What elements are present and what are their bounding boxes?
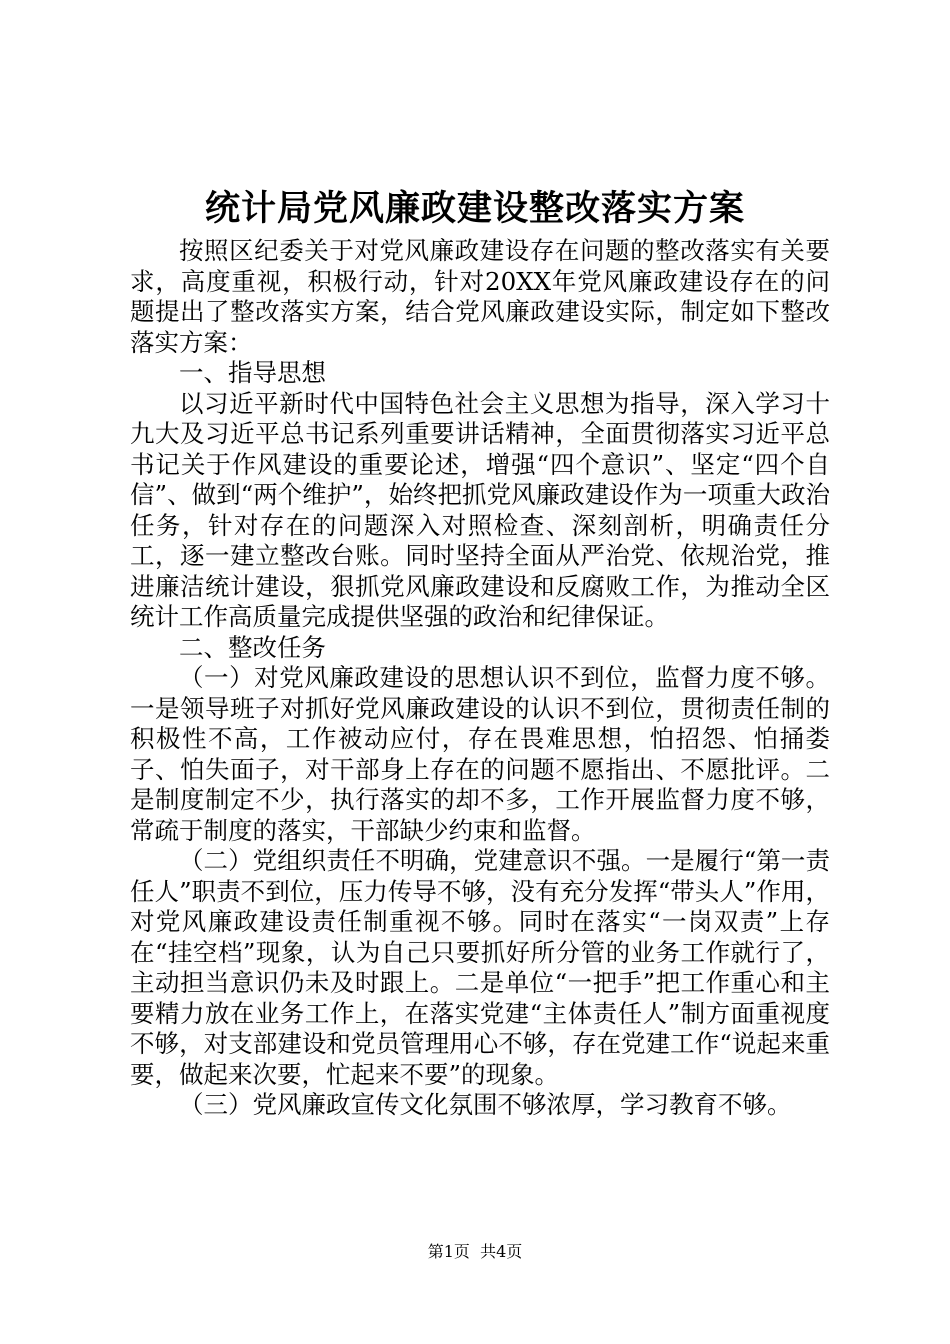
section-heading-rectification-tasks: 二、整改任务 <box>179 632 326 662</box>
page-number-label: 第1页 共4页 <box>427 1242 523 1261</box>
page-footer <box>0 1242 950 1262</box>
guiding-thought-paragraph: 以习近平新时代中国特色社会主义思想为指导，深入学习十九大及习近平总书记系列重要讲话精神，全面贯彻落实习近平总书记关于作风建设的重要论述，增强“四个意识”、坚定“四个自信”、做到“两个维护”，始终把抓党风廉政建设作为一项重大政治任务，针对存在的问题深入对照检查、深刻剖析，明确责任分工，逐一建立整改台账。同时坚持全面从严治党、依规治党，推进廉洁统计建设，狠抓党风廉政建设和反腐败工作，为推动全区统计工作高质量完成提供坚强的政治和纪律保证。 <box>130 388 830 631</box>
section-heading-guiding-thought: 一、指导思想 <box>179 358 326 387</box>
intro-paragraph: 按照区纪委关于对党风廉政建设存在问题的整改落实有关要求，高度重视，积极行动，针对20XX年党风廉政建设存在的问题提出了整改落实方案，结合党风廉政建设实际，制定如下整改落实方案： <box>130 236 830 357</box>
task-item-3-paragraph: （三）党风廉政宣传文化氛围不够浓厚，学习教育不够。 <box>179 1090 792 1119</box>
document-body <box>130 236 830 1121</box>
task-item-1-paragraph: （一）对党风廉政建设的思想认识不到位，监督力度不够。一是领导班子对抓好党风廉政建设的认识不到位，贯彻责任制的积极性不高，工作被动应付，存在畏难思想，怕招怨、怕捅娄子、怕失面子，对干部身上存在的问题不愿指出、不愿批评。二是制度制定不少，执行落实的却不多，工作开展监督力度不够，常疏于制度的落实，干部缺少约束和监督。 <box>130 663 830 845</box>
task-item-2-paragraph: （二）党组织责任不明确，党建意识不强。一是履行“第一责任人”职责不到位，压力传导不够，没有充分发挥“带头人”作用，对党风廉政建设责任制重视不够。同时在落实“一岗双责”上存在“挂空档”现象，认为自己只要抓好所分管的业务工作就行了，主动担当意识仍未及时跟上。二是单位“一把手”把工作重心和主要精力放在业务工作上，在落实党建“主体责任人”制方面重视度不够，对支部建设和党员管理用心不够，存在党建工作“说起来重要，做起来次要，忙起来不要”的现象。 <box>130 846 830 1089</box>
document-title: 统计局党风廉政建设整改落实方案 <box>204 188 745 229</box>
